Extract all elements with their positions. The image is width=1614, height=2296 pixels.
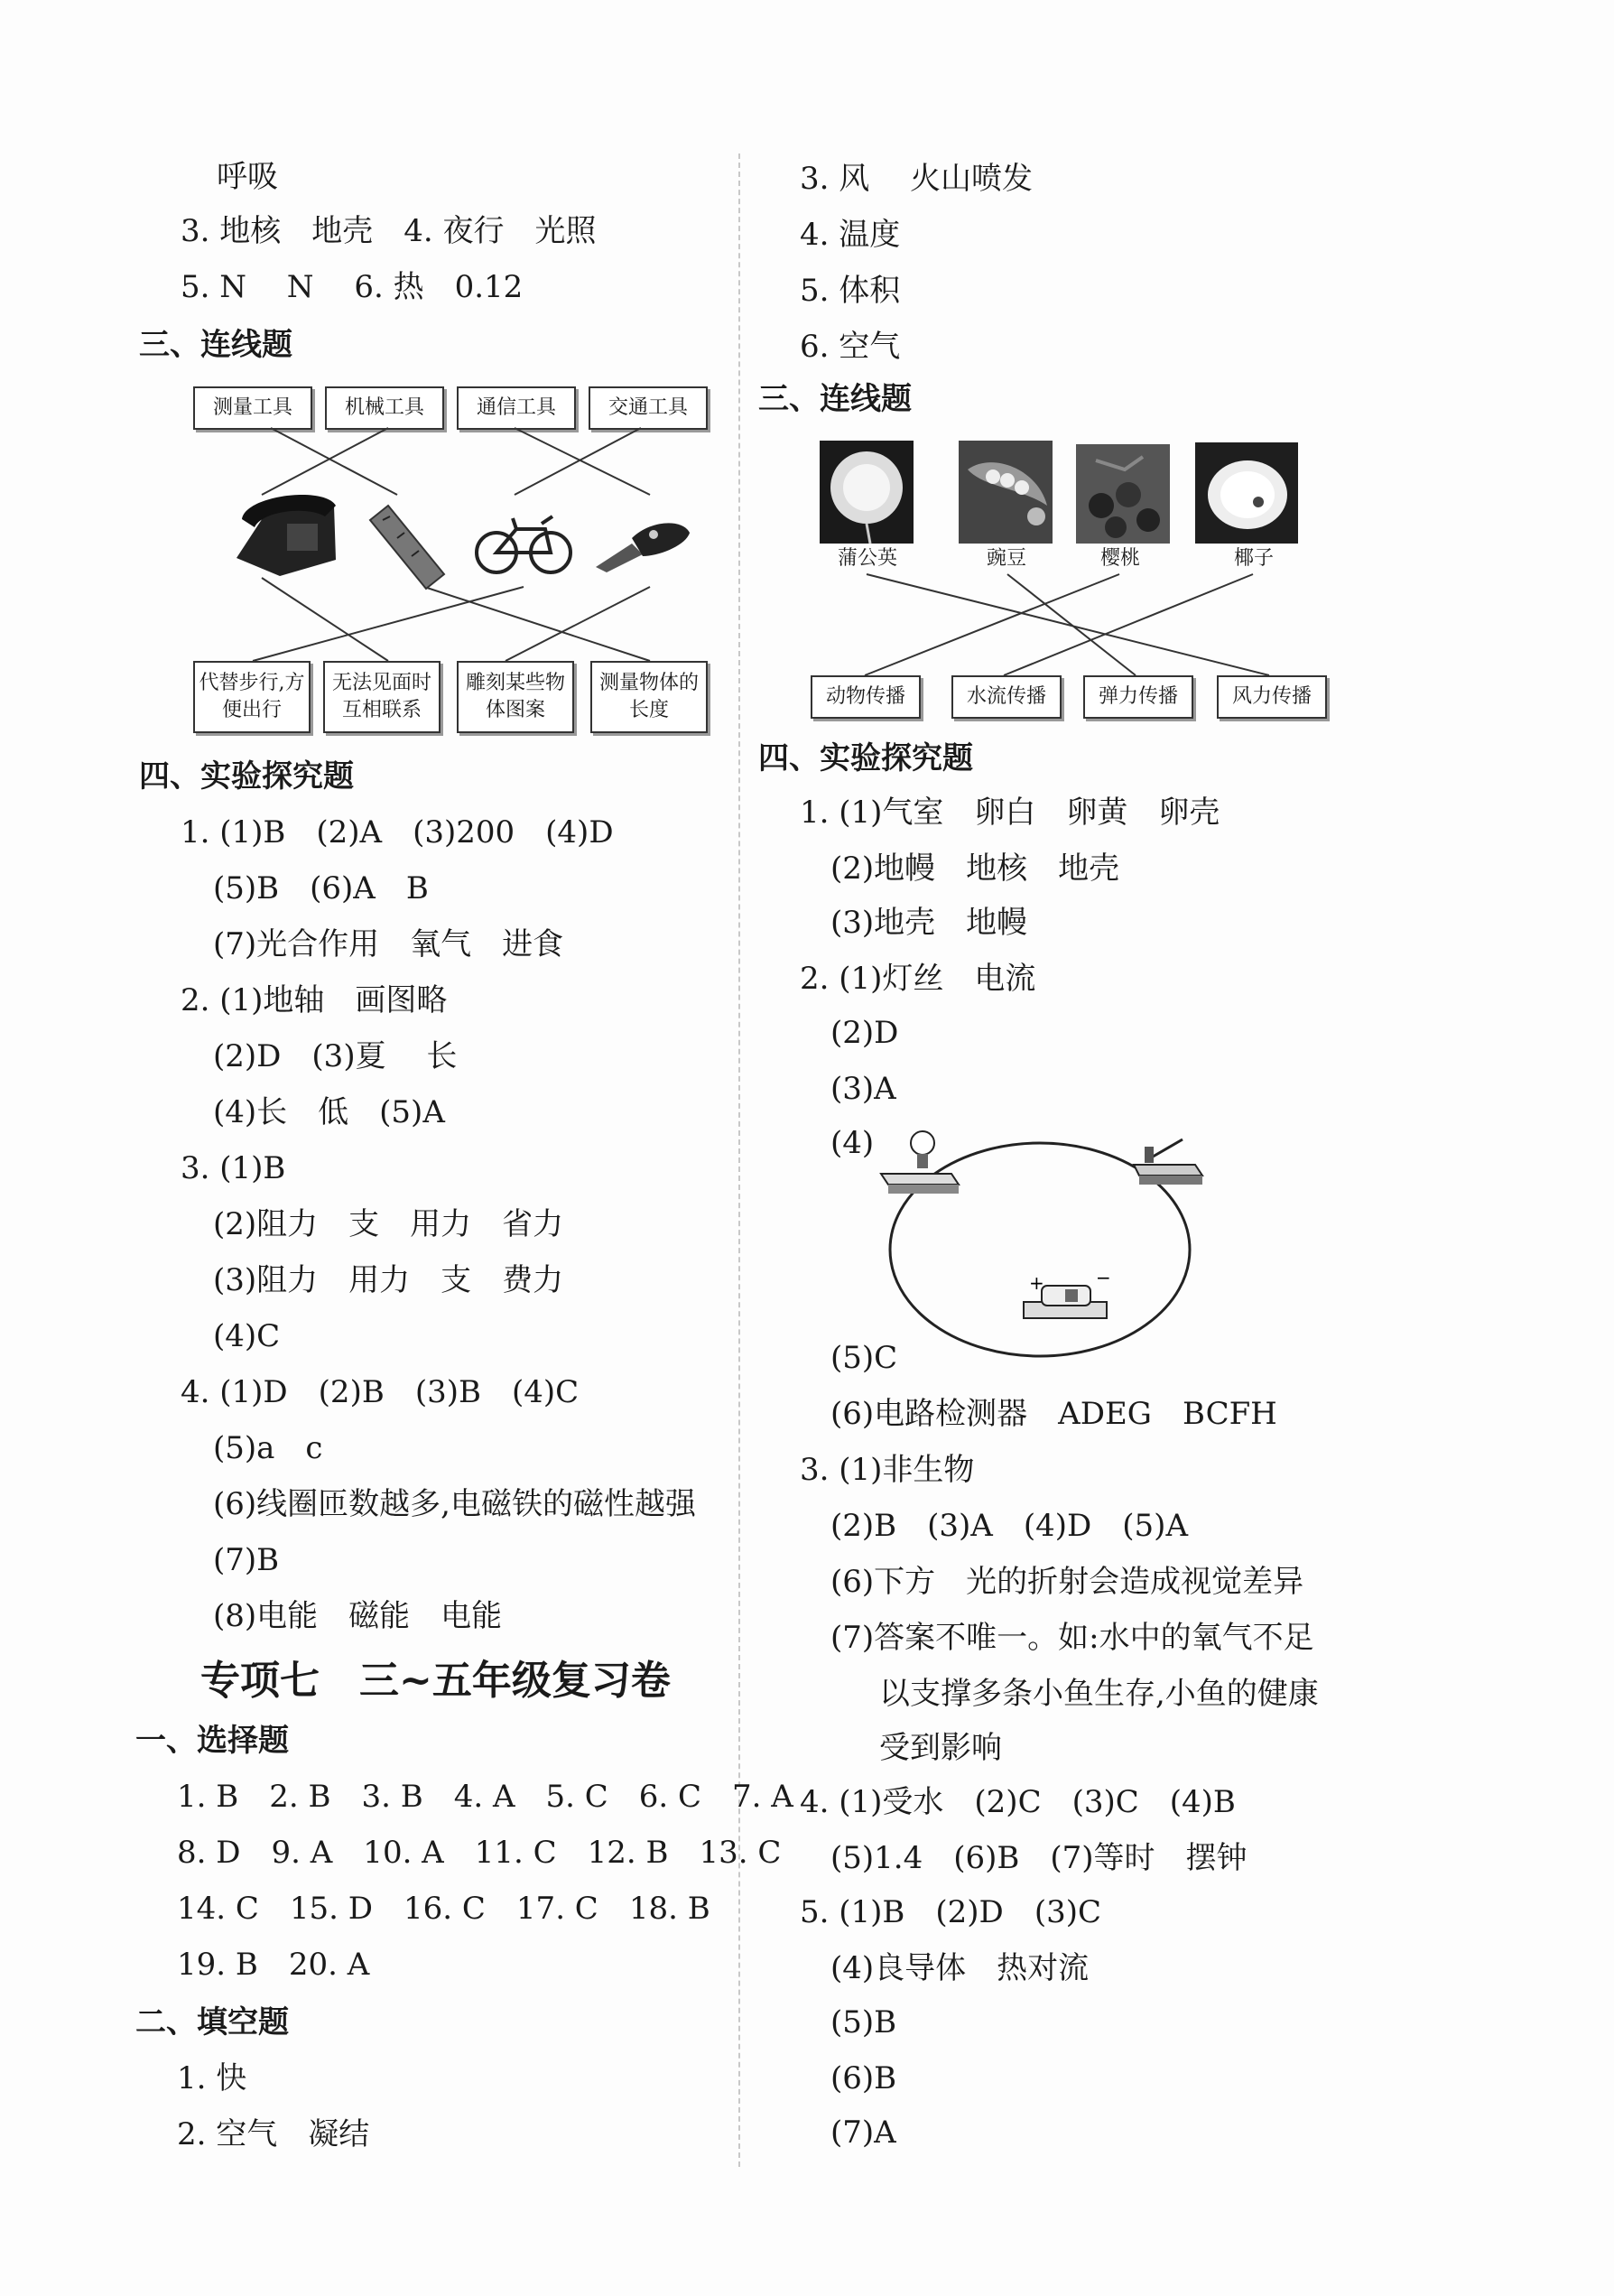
answer-line: 5. (1)B (2)D (3)C bbox=[800, 1894, 1101, 1930]
answer-line: (7)B bbox=[213, 1542, 280, 1578]
answer-line: (7)答案不唯一。如:水中的氧气不足 bbox=[830, 1620, 1314, 1656]
plant-label-pea: 豌豆 bbox=[986, 547, 1026, 570]
answer-line: (6)B bbox=[830, 2060, 897, 2096]
matching-lines-plants bbox=[865, 574, 1269, 675]
coconut-image bbox=[1195, 442, 1298, 544]
spread-box-2: 水流传播 bbox=[951, 675, 1062, 719]
section-heading: 一、选择题 bbox=[135, 1723, 289, 1759]
answer-line: 14. C 15. D 16. C 17. C 18. B bbox=[177, 1891, 710, 1927]
answer-line: (5)C bbox=[830, 1340, 898, 1376]
telephone-icon bbox=[237, 495, 336, 576]
answer-line: 3. (1)B bbox=[181, 1150, 286, 1186]
answer-line: (2)B (3)A (4)D (5)A bbox=[830, 1508, 1188, 1544]
answer-line: 4. (1)受水 (2)C (3)C (4)B bbox=[800, 1784, 1236, 1820]
answer-line: (3)阻力 用力 支 费力 bbox=[213, 1262, 564, 1298]
answer-line: (7)A bbox=[830, 2115, 896, 2151]
answer-line: 2. 空气 凝结 bbox=[177, 2116, 370, 2152]
answer-line: 1. (1)B (2)A (3)200 (4)D bbox=[181, 814, 614, 851]
matching-lines-bottom bbox=[253, 578, 650, 661]
answer-line: 8. D 9. A 10. A 11. C 12. B 13. C bbox=[177, 1835, 782, 1871]
spread-box-4: 风力传播 bbox=[1217, 675, 1327, 719]
answer-line: (3)A bbox=[830, 1071, 896, 1107]
use-box-4: 测量物体的长度 bbox=[590, 661, 708, 733]
pea-image bbox=[959, 441, 1053, 544]
use-box-3: 雕刻某些物体图案 bbox=[457, 661, 574, 733]
section-title: 专项七 三~五年级复习卷 bbox=[200, 1658, 671, 1704]
answer-line: 4. (1)D (2)B (3)B (4)C bbox=[181, 1374, 580, 1410]
plant-label-dandelion: 蒲公英 bbox=[837, 547, 897, 570]
section-heading: 三、连线题 bbox=[758, 381, 912, 417]
answer-line: (2)D bbox=[830, 1015, 899, 1051]
use-box-2: 无法见面时互相联系 bbox=[323, 661, 441, 733]
answer-line: (5)a c bbox=[213, 1430, 323, 1466]
answer-line: (4) bbox=[830, 1125, 875, 1161]
answer-line: (3)地壳 地幔 bbox=[830, 905, 1028, 941]
tool-box-3: 通信工具 bbox=[457, 386, 576, 430]
answer-line: (2)阻力 支 用力 省力 bbox=[213, 1206, 564, 1242]
answer-line: 以支撑多条小鱼生存,小鱼的健康 bbox=[879, 1676, 1319, 1712]
answer-line: 4. 温度 bbox=[800, 217, 901, 253]
answer-line: (6)下方 光的折射会造成视觉差异 bbox=[830, 1564, 1304, 1600]
plant-label-coconut: 椰子 bbox=[1233, 547, 1274, 570]
section-heading: 二、填空题 bbox=[135, 2004, 289, 2040]
use-box-1: 代替步行,方便出行 bbox=[193, 661, 311, 733]
answer-line: (4)长 低 (5)A bbox=[213, 1094, 445, 1130]
answer-line: 3. (1)非生物 bbox=[800, 1452, 975, 1488]
ruler-icon bbox=[370, 506, 444, 589]
answer-line: (5)1.4 (6)B (7)等时 摆钟 bbox=[830, 1840, 1248, 1876]
answer-line: 19. B 20. A bbox=[177, 1947, 370, 1983]
battery-plus-label: + bbox=[1029, 1272, 1044, 1294]
answer-line: (6)电路检测器 ADEG BCFH bbox=[830, 1396, 1277, 1432]
answer-line: 2. (1)灯丝 电流 bbox=[800, 961, 1036, 997]
answer-line: (2)D (3)夏 长 bbox=[213, 1038, 458, 1074]
spread-box-3: 弹力传播 bbox=[1083, 675, 1193, 719]
answer-line: (8)电能 磁能 电能 bbox=[213, 1598, 503, 1634]
light-bulb-icon bbox=[881, 1131, 959, 1194]
section-heading: 四、实验探究题 bbox=[758, 740, 973, 776]
answer-line: 2. (1)地轴 画图略 bbox=[181, 982, 448, 1018]
answer-line: 1. (1)气室 卵白 卵黄 卵壳 bbox=[800, 795, 1220, 831]
answer-line: 1. 快 bbox=[177, 2060, 247, 2096]
spread-box-1: 动物传播 bbox=[811, 675, 921, 719]
circuit-diagram bbox=[881, 1131, 1202, 1356]
answer-line: 5. 体积 bbox=[800, 273, 901, 309]
dandelion-image bbox=[820, 441, 914, 544]
answer-line: (2)地幔 地核 地壳 bbox=[830, 851, 1120, 887]
answer-line: (6)线圈匝数越多,电磁铁的磁性越强 bbox=[213, 1486, 696, 1522]
switch-icon bbox=[1134, 1139, 1202, 1185]
answer-line: 1. B 2. B 3. B 4. A 5. C 6. C 7. A bbox=[177, 1779, 793, 1815]
answer-line: (4)良导体 热对流 bbox=[830, 1950, 1090, 1986]
bicycle-icon bbox=[477, 516, 570, 572]
answer-line: 3. 风 火山喷发 bbox=[800, 161, 1034, 197]
plant-label-cherry: 樱桃 bbox=[1099, 547, 1140, 570]
battery-minus-label: − bbox=[1096, 1267, 1111, 1288]
answer-line: 受到影响 bbox=[879, 1730, 1002, 1766]
carving-tool-icon bbox=[596, 523, 690, 572]
cherry-image bbox=[1076, 444, 1170, 544]
answer-line: 6. 空气 bbox=[800, 329, 901, 365]
answer-line: (5)B bbox=[830, 2004, 897, 2040]
tool-box-4: 交通工具 bbox=[589, 386, 708, 430]
section-heading: 四、实验探究题 bbox=[139, 758, 354, 795]
tool-box-1: 测量工具 bbox=[193, 386, 312, 430]
answer-line: 呼吸 bbox=[217, 159, 278, 195]
tool-box-2: 机械工具 bbox=[325, 386, 444, 430]
matching-lines-top bbox=[262, 428, 650, 495]
answer-line: 5. N N 6. 热 0.12 bbox=[181, 269, 524, 305]
section-heading: 三、连线题 bbox=[139, 327, 292, 363]
answer-line: (5)B (6)A B bbox=[213, 870, 429, 906]
answer-line: (4)C bbox=[213, 1318, 281, 1354]
answer-line: 3. 地核 地壳 4. 夜行 光照 bbox=[181, 213, 597, 249]
answer-line: (7)光合作用 氧气 进食 bbox=[213, 926, 564, 962]
